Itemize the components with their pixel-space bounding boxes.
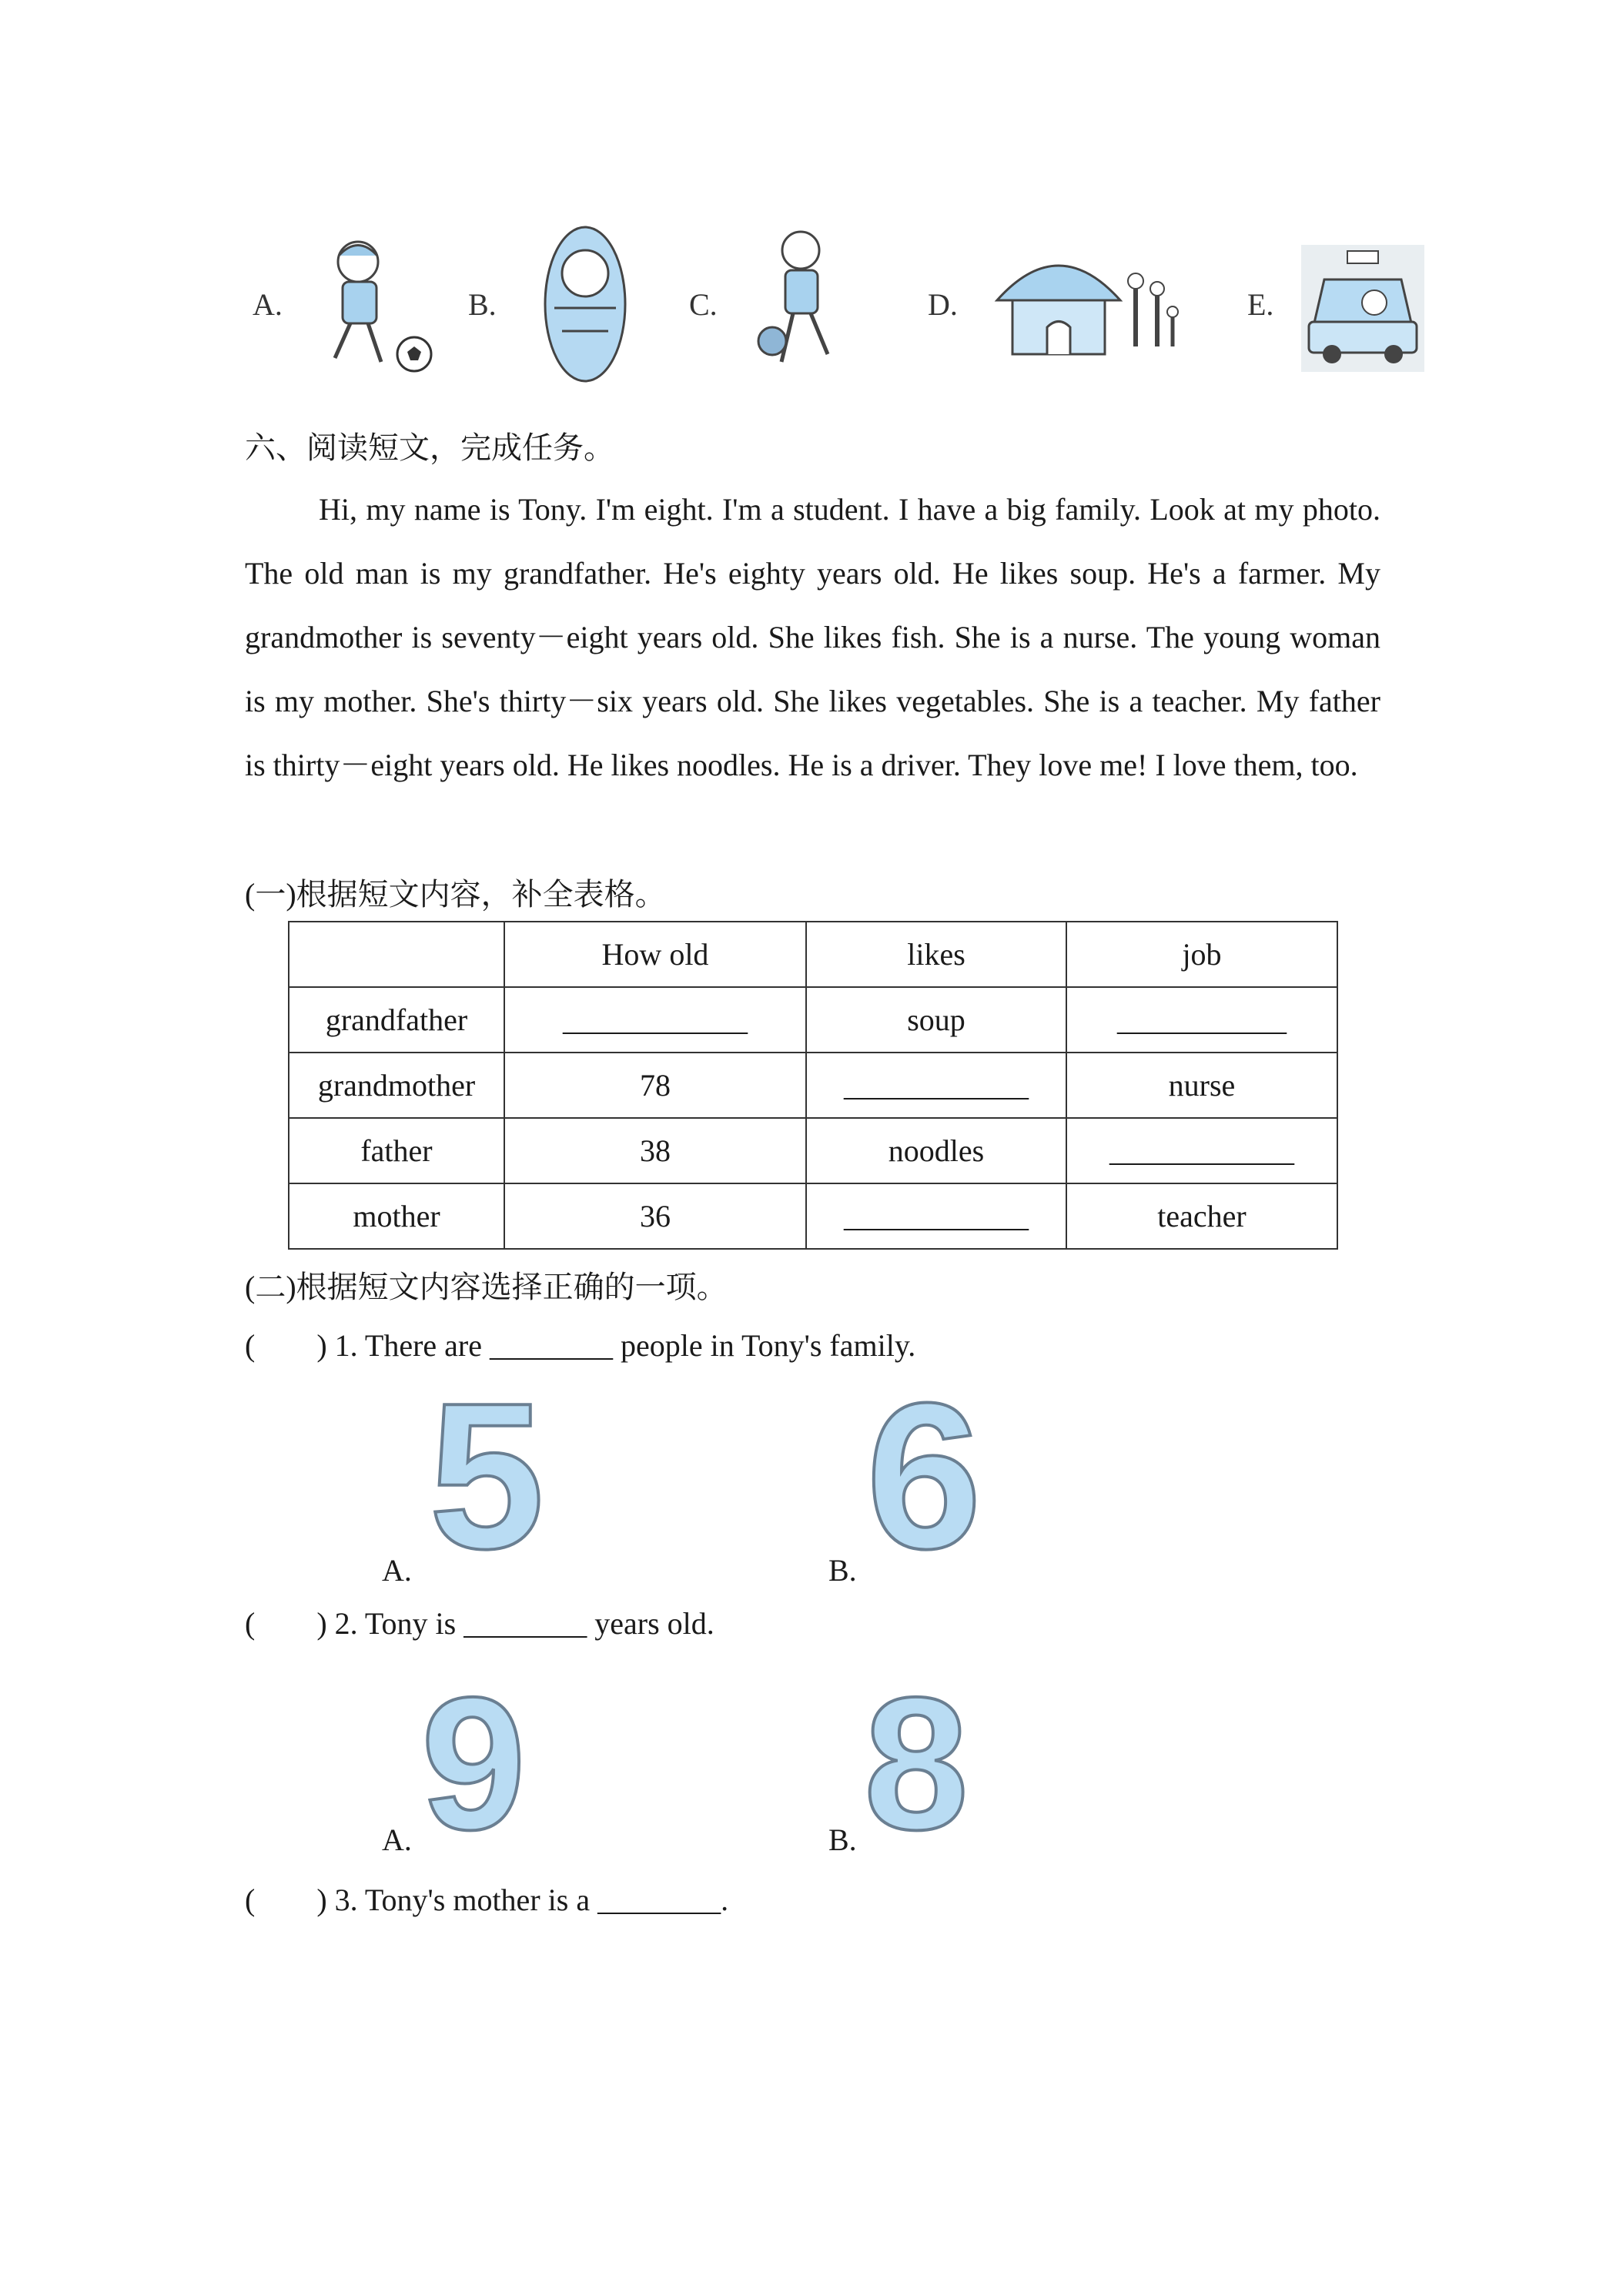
table-header-cell: [289, 922, 504, 987]
table-cell: mother: [289, 1183, 504, 1249]
boy-playing-basketball-icon: [751, 219, 851, 381]
answer-bracket[interactable]: ( ): [245, 1883, 327, 1917]
table-cell: 78: [504, 1053, 806, 1118]
table-header-cell: How old: [504, 922, 806, 987]
table-row: [289, 987, 1337, 1053]
answer-bracket[interactable]: ( ): [245, 1606, 327, 1641]
table-blank[interactable]: ____________: [806, 1183, 1066, 1249]
table-blank[interactable]: ___________: [1066, 987, 1337, 1053]
table-cell: 38: [504, 1118, 806, 1183]
table-row: [289, 1118, 1337, 1183]
table-cell: nurse: [1066, 1053, 1337, 1118]
part2-title: (二)根据短文内容选择正确的一项。: [245, 1270, 728, 1304]
question-text: 3. Tony's mother is a ________.: [334, 1883, 729, 1917]
q1-option-b-letter[interactable]: B.: [828, 1553, 857, 1588]
ice-digit-9-icon[interactable]: [420, 1658, 527, 1869]
option-e-letter: E.: [1247, 287, 1274, 322]
question-1: [245, 1327, 915, 1364]
reading-passage: [245, 477, 1380, 797]
table-cell: 36: [504, 1183, 806, 1249]
digit-9-glyph: 9: [420, 1658, 527, 1869]
taxi-driver-icon: [1301, 245, 1424, 372]
table-row: [289, 1053, 1337, 1118]
table-blank[interactable]: ____________: [806, 1053, 1066, 1118]
baby-in-wrap-icon: [539, 223, 631, 385]
table-blank[interactable]: ____________: [504, 987, 806, 1053]
passage-paragraph: Hi, my name is Tony. I'm eight. I'm a student. I have a big family. Look at my photo. The old man is my grandfather. He's eighty years old. He likes soup. He's a farmer. My grandmother is seventy－eight years old. She likes fish. She is a nurse. The young woman is my mother. She's thirty－six years old. She likes vegetables. She is a teacher. My father is thirty－eight years old. He likes noodles. He is a driver. They love me! I love them, too.: [245, 492, 1380, 782]
table-cell: noodles: [806, 1118, 1066, 1183]
option-d-letter: D.: [928, 287, 958, 322]
table-header-cell: likes: [806, 922, 1066, 987]
q2-option-b-letter[interactable]: B.: [828, 1822, 857, 1857]
ice-digit-8-icon[interactable]: [863, 1658, 969, 1869]
question-text: 1. There are ________ people in Tony's family.: [334, 1328, 916, 1363]
table-blank[interactable]: ____________: [1066, 1118, 1337, 1183]
option-a-letter: A.: [253, 287, 283, 322]
table-header-cell: job: [1066, 922, 1337, 987]
part1-title: (一)根据短文内容，补全表格。: [245, 877, 666, 912]
table-cell: father: [289, 1118, 504, 1183]
digit-6-glyph: 6: [865, 1361, 982, 1592]
option-c-letter: C.: [689, 287, 718, 322]
table-header-row: [289, 922, 1337, 987]
info-table: [288, 921, 1338, 1250]
ice-digit-5-icon[interactable]: [428, 1361, 545, 1592]
ice-digit-6-icon[interactable]: [865, 1361, 982, 1592]
table-cell: teacher: [1066, 1183, 1337, 1249]
q1-option-a-letter[interactable]: A.: [382, 1553, 412, 1588]
table-cell: grandmother: [289, 1053, 504, 1118]
question-2: [245, 1605, 714, 1642]
table-row: [289, 1183, 1337, 1249]
digit-8-glyph: 8: [863, 1658, 969, 1869]
question-3: [245, 1882, 728, 1918]
question-text: 2. Tony is ________ years old.: [334, 1606, 714, 1641]
answer-bracket[interactable]: ( ): [245, 1328, 327, 1363]
mushroom-house-family-icon: [989, 239, 1182, 370]
table-cell: soup: [806, 987, 1066, 1053]
section-title: 六、阅读短文，完成任务。: [245, 430, 614, 465]
football-icon: [394, 334, 434, 374]
table-cell: grandfather: [289, 987, 504, 1053]
digit-5-glyph: 5: [428, 1361, 545, 1592]
q2-option-a-letter[interactable]: A.: [382, 1822, 412, 1857]
option-b-letter: B.: [468, 287, 497, 322]
